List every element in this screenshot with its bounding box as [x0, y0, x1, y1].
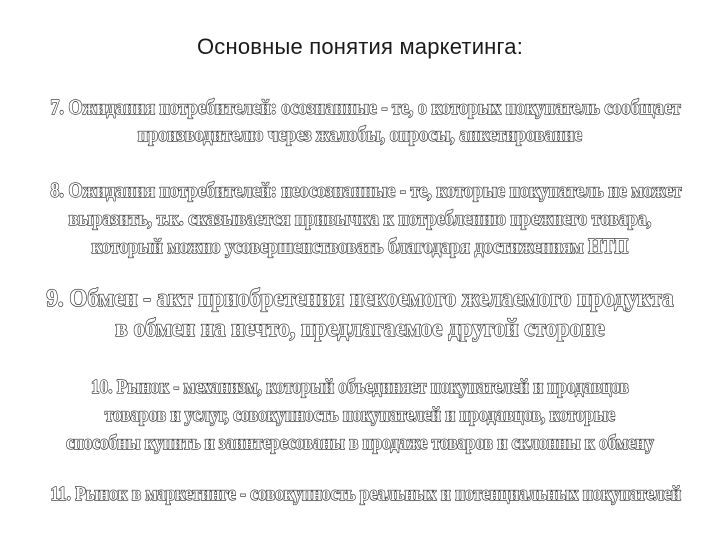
concept-9 — [29, 284, 691, 344]
concept-8-line-2: выразить, т.к. сказывается привычка к потреблению прежнего товара, — [68, 206, 652, 230]
concept-11 — [50, 481, 682, 507]
concept-7-line-2: производителю через жалобы, опросы, анкетирование — [137, 122, 583, 146]
concept-7-line-1: 7. Ожидания потребителей: осознанные - те, о которых покупатель сообщает — [50, 95, 681, 119]
concept-11-line-1: 11. Рынок в маркетинге - совокупность реальных и потенциальных покупателей — [50, 483, 682, 505]
concept-9-line-2: в обмен на нечто, предлагаемое другой стороне — [115, 315, 605, 342]
concept-10-line-2: товаров и услуг, совокупность покупателей и продавцов, которые — [104, 404, 616, 426]
slide-title: Основные понятия маркетинга: — [196, 34, 524, 59]
concept-8-line-3: который можно усовершенствовать благодаря достижениям НТП — [91, 234, 629, 258]
concept-7 — [50, 94, 681, 148]
concept-10-line-3: способны купить и заинтересованы в продаже товаров и склонны к обмену — [66, 432, 654, 454]
concept-8-line-1: 8. Ожидания потребителей: неосознанные - те, которые покупатель не может — [50, 178, 682, 202]
concept-10-line-1: 10. Рынок - механизм, который объединяет покупателей и продавцов — [91, 376, 629, 398]
concept-10 — [50, 373, 669, 457]
concept-9-line-1: 9. Обмен - акт приобретения некоемого желаемого продукта — [46, 285, 674, 312]
concept-8 — [50, 176, 682, 260]
